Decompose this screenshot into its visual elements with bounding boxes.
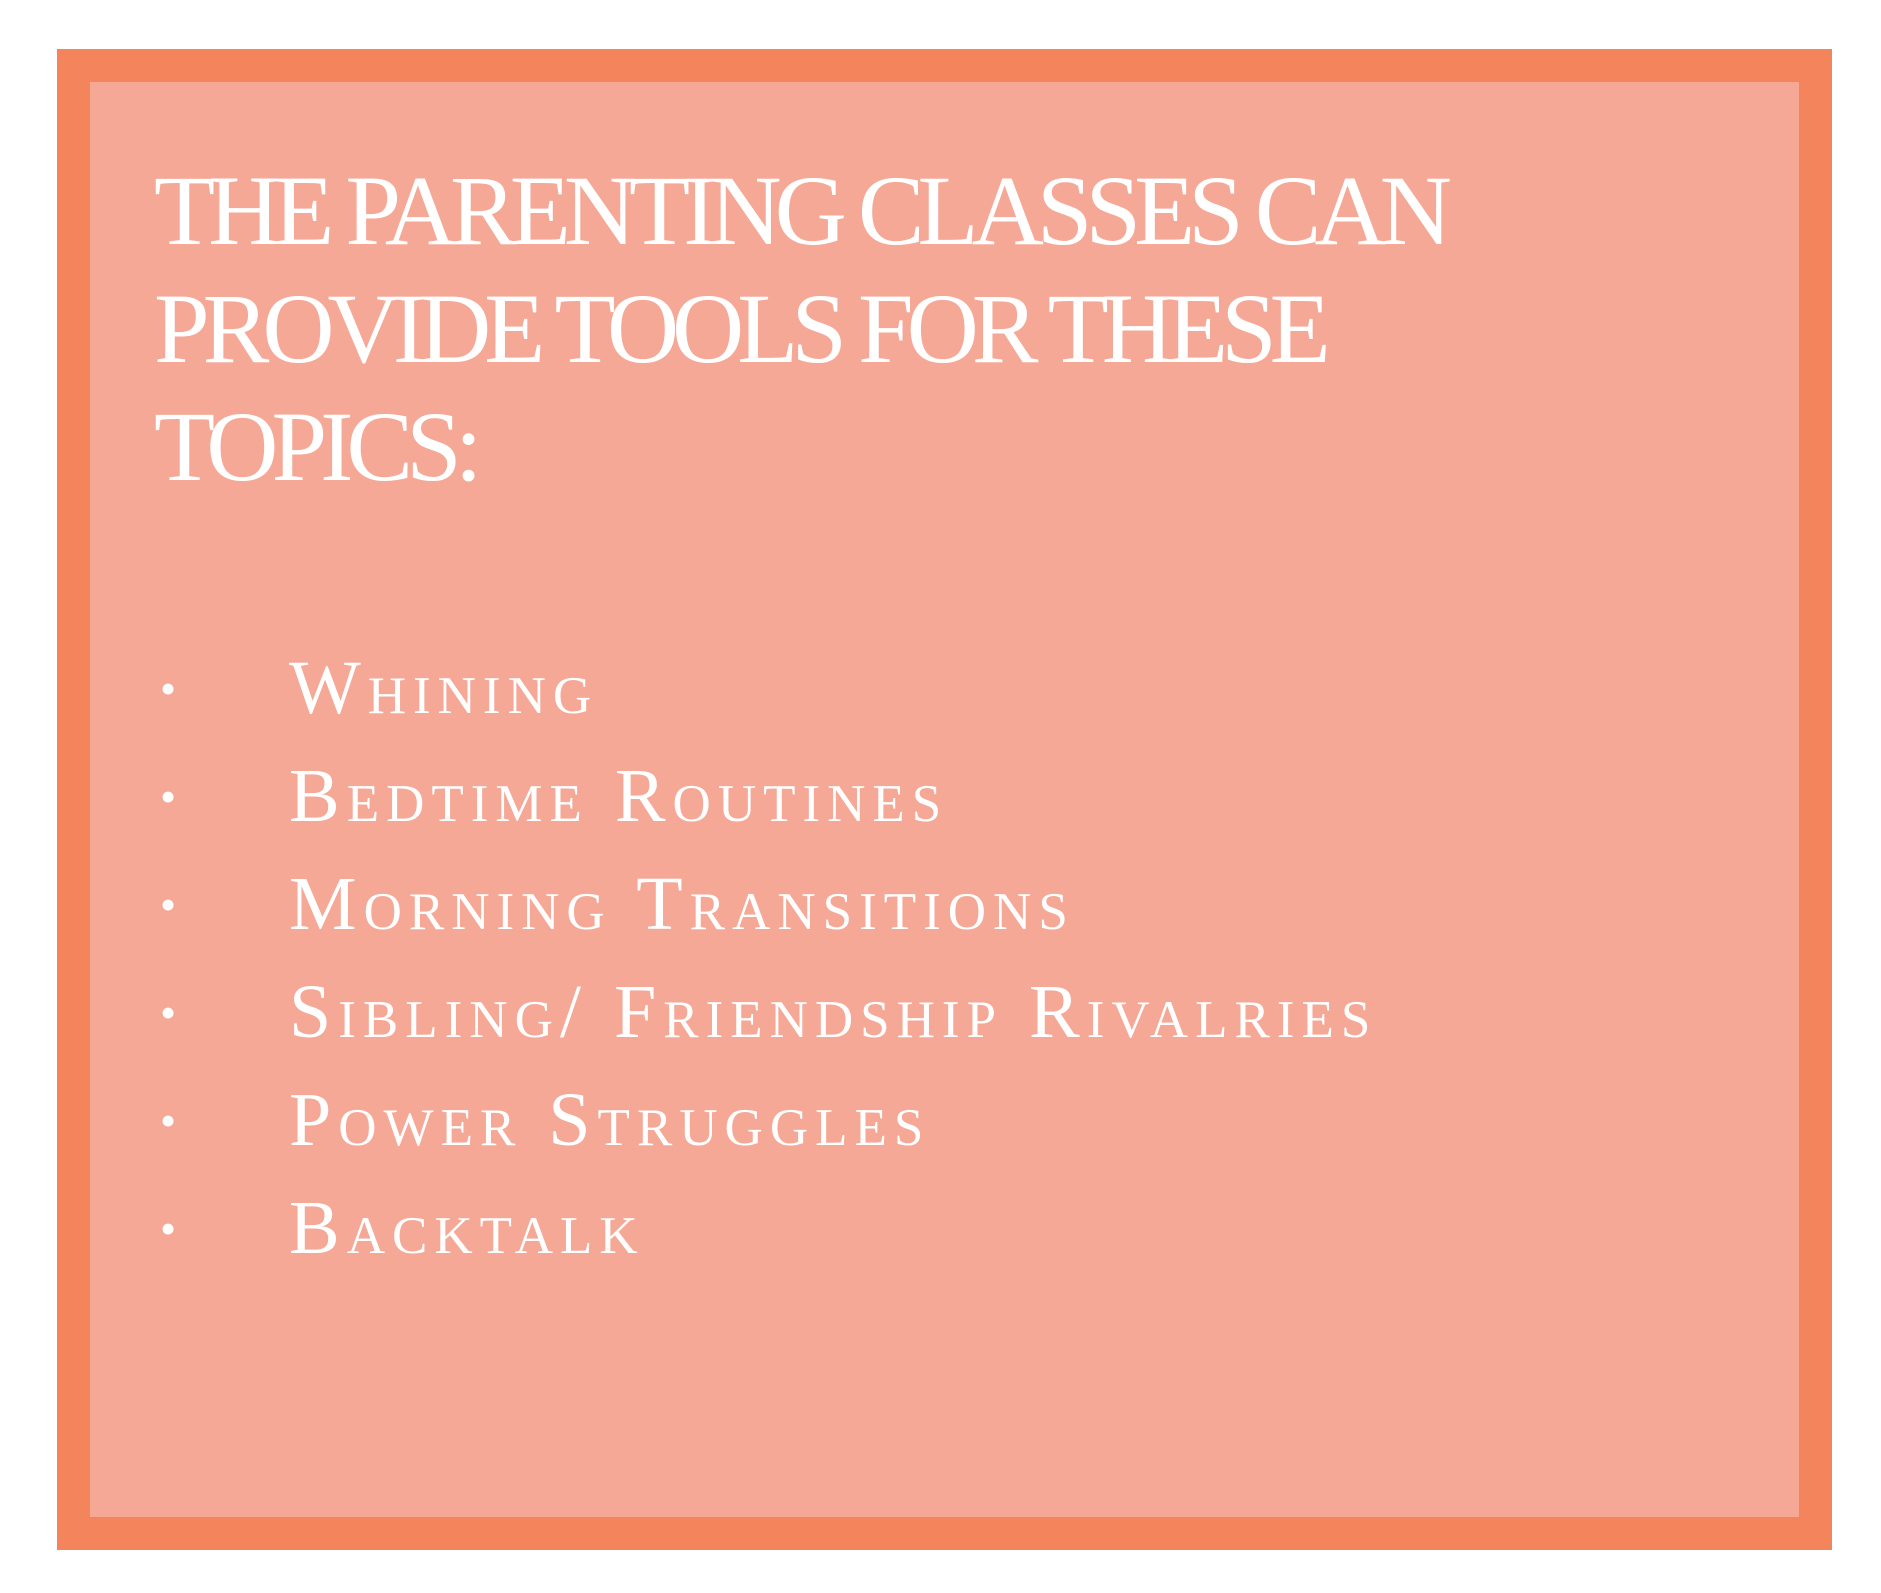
orange-frame: [57, 49, 1832, 1550]
bullet-icon: •: [160, 878, 177, 930]
bullet-icon: •: [160, 986, 177, 1038]
list-item: [154, 850, 1377, 958]
list-item: [154, 1066, 1377, 1174]
topic-label: Backtalk: [289, 1185, 645, 1270]
topic-label: Power Struggles: [289, 1077, 931, 1162]
bullet-icon: •: [160, 1094, 177, 1146]
list-item: [154, 634, 1377, 742]
bullet-icon: •: [160, 770, 177, 822]
topics-list: [154, 634, 1377, 1282]
topic-label: Bedtime Routines: [289, 753, 949, 838]
topic-label: Whining: [289, 645, 599, 730]
topic-label: Morning Transitions: [289, 861, 1075, 946]
bullet-icon: •: [160, 1202, 177, 1254]
content-panel: [90, 82, 1799, 1517]
heading: THE PARENTING CLASSES CAN PROVIDE TOOLS FOR THESE TOPICS:: [154, 155, 1445, 502]
list-item: [154, 742, 1377, 850]
topic-label: Sibling/ Friendship Rivalries: [289, 969, 1378, 1054]
list-item: [154, 1174, 1377, 1282]
list-item: [154, 958, 1377, 1066]
bullet-icon: •: [160, 662, 177, 714]
